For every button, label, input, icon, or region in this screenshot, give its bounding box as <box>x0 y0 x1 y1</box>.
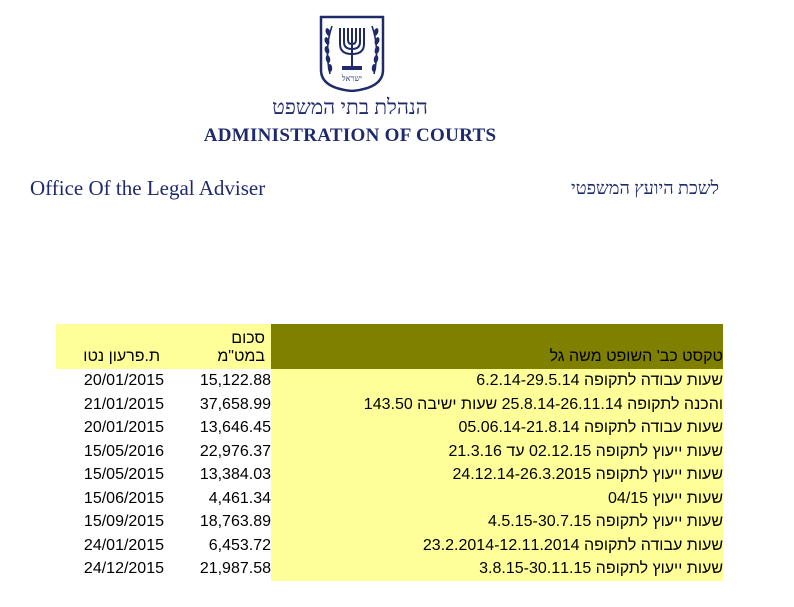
cell-amount: 37,658.99 <box>199 395 271 413</box>
office-name-english: Office Of the Legal Adviser <box>30 176 266 200</box>
cell-date: 20/01/2015 <box>83 372 164 389</box>
cell-text: שעות עבודה לתקופה 05.06.14-21.8.14 <box>271 416 723 440</box>
payments-table <box>56 324 723 581</box>
cell-text: שעות ייעוץ לתקופה 02.12.15 עד 21.3.16 <box>271 440 723 464</box>
table-row <box>56 463 723 487</box>
cell-amount: 21,987.58 <box>199 560 271 577</box>
cell-amount: 13,384.03 <box>199 466 271 483</box>
header-text: טקסט כב' השופט משה גל <box>271 324 723 369</box>
table-row <box>56 487 723 511</box>
cell-date: 15/06/2015 <box>83 489 164 507</box>
cell-amount: 6,453.72 <box>208 536 271 554</box>
header-date: ת.פרעון נטו <box>56 324 164 369</box>
table-row <box>56 393 723 417</box>
office-name-hebrew: לשכת היועץ המשפטי <box>571 178 719 198</box>
cell-amount: 4,461.34 <box>208 489 271 507</box>
cell-date: 20/01/2015 <box>83 419 164 436</box>
cell-date: 15/05/2016 <box>83 442 164 460</box>
cell-amount: 22,976.37 <box>199 442 271 460</box>
cell-text: שעות ייעוץ לתקופה 3.8.15-30.11.15 <box>271 557 723 581</box>
header-amount-top: סכום <box>231 330 265 347</box>
cell-text: שעות ייעוץ לתקופה 4.5.15-30.7.15 <box>271 510 723 534</box>
table-row <box>56 510 723 534</box>
header-amount <box>164 324 271 369</box>
table-header-row <box>56 324 723 369</box>
emblem-text: ישראל <box>341 74 363 83</box>
header-amount-bottom: במט"מ <box>217 348 265 365</box>
table-row <box>56 534 723 558</box>
cell-date: 15/09/2015 <box>83 513 164 530</box>
cell-date: 15/05/2015 <box>83 466 164 483</box>
cell-date: 21/01/2015 <box>83 395 164 413</box>
cell-date: 24/12/2015 <box>83 560 164 577</box>
cell-text: שעות ייעוץ 04/15 <box>271 487 723 511</box>
table-row <box>56 557 723 581</box>
cell-date: 24/01/2015 <box>83 536 164 554</box>
cell-text: שעות עבודה לתקופה 23.2.2014-12.11.2014 <box>271 534 723 558</box>
table-row <box>56 416 723 440</box>
cell-amount: 13,646.45 <box>199 419 271 436</box>
cell-amount: 18,763.89 <box>199 513 271 530</box>
menorah-emblem-icon <box>318 14 386 92</box>
cell-text: שעות עבודה לתקופה 6.2.14-29.5.14 <box>271 369 723 393</box>
table-row <box>56 369 723 393</box>
org-name-hebrew: הנהלת בתי המשפט <box>272 95 428 119</box>
org-name-english: ADMINISTRATION OF COURTS <box>203 125 497 146</box>
cell-text: שעות ייעוץ לתקופה 24.12.14-26.3.2015 <box>271 463 723 487</box>
cell-amount: 15,122.88 <box>199 372 271 389</box>
cell-text: והכנה לתקופה 25.8.14-26.11.14 שעות ישיבה 143.50 <box>271 393 723 417</box>
table-row <box>56 440 723 464</box>
